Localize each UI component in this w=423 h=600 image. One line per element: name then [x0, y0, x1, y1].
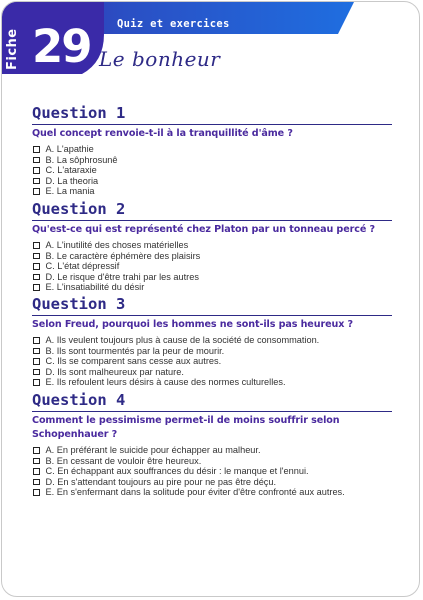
answer-option[interactable]	[32, 367, 402, 378]
question-title: Question 2	[32, 200, 126, 218]
answer-option[interactable]	[32, 487, 402, 498]
checkbox-icon[interactable]	[33, 157, 40, 164]
answer-label: A. L'apathie	[45, 144, 94, 154]
checkbox-icon[interactable]	[33, 146, 40, 153]
checkbox-icon[interactable]	[33, 479, 40, 486]
answer-options	[32, 335, 402, 388]
question-4	[32, 391, 402, 498]
answer-options	[32, 240, 402, 293]
answer-option[interactable]	[32, 240, 402, 251]
answer-label: D. Le risque d'être trahi par les autres	[45, 271, 199, 282]
checkbox-icon[interactable]	[33, 178, 40, 185]
question-title: Question 4	[32, 391, 126, 409]
question-2	[32, 200, 402, 293]
checkbox-icon[interactable]	[33, 468, 40, 475]
checkbox-icon[interactable]	[33, 358, 40, 365]
answer-label: B. La sôphrosunê	[45, 154, 118, 165]
question-prompt: Comment le pessimisme permet-il de moins souffrir selon Schopenhauer ?	[32, 415, 340, 440]
answer-label: A. Ils veulent toujours plus à cause de la société de consommation.	[45, 335, 320, 345]
question-divider	[32, 315, 392, 316]
answer-options	[32, 445, 402, 498]
answer-label: D. La theoria	[45, 175, 99, 186]
answer-options	[32, 144, 402, 197]
answer-option[interactable]	[32, 261, 402, 272]
question-prompt: Qu'est-ce qui est représenté chez Platon par un tonneau percé ?	[32, 224, 375, 235]
answer-label: B. En cessant de vouloir être heureux.	[45, 455, 202, 466]
question-title: Question 1	[32, 104, 126, 122]
question-divider	[32, 220, 392, 221]
answer-option[interactable]	[32, 144, 402, 155]
checkbox-icon[interactable]	[33, 489, 40, 496]
answer-option[interactable]	[32, 165, 402, 176]
answer-option[interactable]	[32, 155, 402, 166]
checkbox-icon[interactable]	[33, 167, 40, 174]
answer-option[interactable]	[32, 356, 402, 367]
answer-label: C. L'état dépressif	[45, 261, 120, 272]
checkbox-icon[interactable]	[33, 337, 40, 344]
quiz-card	[1, 1, 420, 597]
checkbox-icon[interactable]	[33, 242, 40, 249]
answer-label: B. Ils sont tourmentés par la peur de mourir.	[45, 345, 225, 356]
checkbox-icon[interactable]	[33, 447, 40, 454]
checkbox-icon[interactable]	[33, 274, 40, 281]
answer-option[interactable]	[32, 456, 402, 467]
answer-label: B. Le caractère éphémère des plaisirs	[45, 250, 201, 261]
checkbox-icon[interactable]	[33, 263, 40, 270]
answer-label: D. Ils sont malheureux par nature.	[45, 366, 184, 377]
question-prompt: Selon Freud, pourquoi les hommes ne sont-ils pas heureux ?	[32, 319, 354, 330]
answer-option[interactable]	[32, 335, 402, 346]
question-title: Question 3	[32, 295, 126, 313]
answer-label: E. En s'enfermant dans la solitude pour éviter d'être confronté aux autres.	[45, 487, 345, 498]
answer-option[interactable]	[32, 346, 402, 357]
answer-label: E. L'insatiabilité du désir	[45, 282, 145, 293]
checkbox-icon[interactable]	[33, 188, 40, 195]
answer-option[interactable]	[32, 466, 402, 477]
answer-option[interactable]	[32, 272, 402, 283]
answer-option[interactable]	[32, 477, 402, 488]
section-label: Quiz et exercices	[117, 18, 230, 30]
answer-option[interactable]	[32, 251, 402, 262]
fiche-label: Fiche	[5, 28, 20, 70]
question-divider	[32, 411, 392, 412]
answer-option[interactable]	[32, 176, 402, 187]
answer-label: C. Ils se comparent sans cesse aux autres.	[45, 356, 222, 367]
answer-label: A. L'inutilité des choses matérielles	[45, 240, 189, 250]
answer-label: E. Ils refoulent leurs désirs à cause des normes culturelles.	[45, 377, 286, 388]
checkbox-icon[interactable]	[33, 253, 40, 260]
answer-option[interactable]	[32, 282, 402, 293]
answer-option[interactable]	[32, 377, 402, 388]
question-divider	[32, 124, 392, 125]
answer-label: C. En échappant aux souffrances du désir : le manque et l'ennui.	[45, 466, 309, 477]
fiche-number: 29	[32, 20, 91, 73]
question-1	[32, 104, 402, 197]
answer-label: C. L'ataraxie	[45, 165, 97, 176]
page-title: Le bonheur	[99, 47, 221, 71]
checkbox-icon[interactable]	[33, 458, 40, 465]
answer-option[interactable]	[32, 445, 402, 456]
answer-label: D. En s'attendant toujours au pire pour ne pas être déçu.	[45, 476, 277, 487]
answer-label: A. En préférant le suicide pour échapper au malheur.	[45, 445, 261, 455]
answer-option[interactable]	[32, 186, 402, 197]
question-prompt: Quel concept renvoie-t-il à la tranquillité d'âme ?	[32, 128, 293, 139]
question-3	[32, 295, 402, 388]
checkbox-icon[interactable]	[33, 284, 40, 291]
checkbox-icon[interactable]	[33, 369, 40, 376]
checkbox-icon[interactable]	[33, 379, 40, 386]
answer-label: E. La mania	[45, 186, 95, 197]
checkbox-icon[interactable]	[33, 348, 40, 355]
